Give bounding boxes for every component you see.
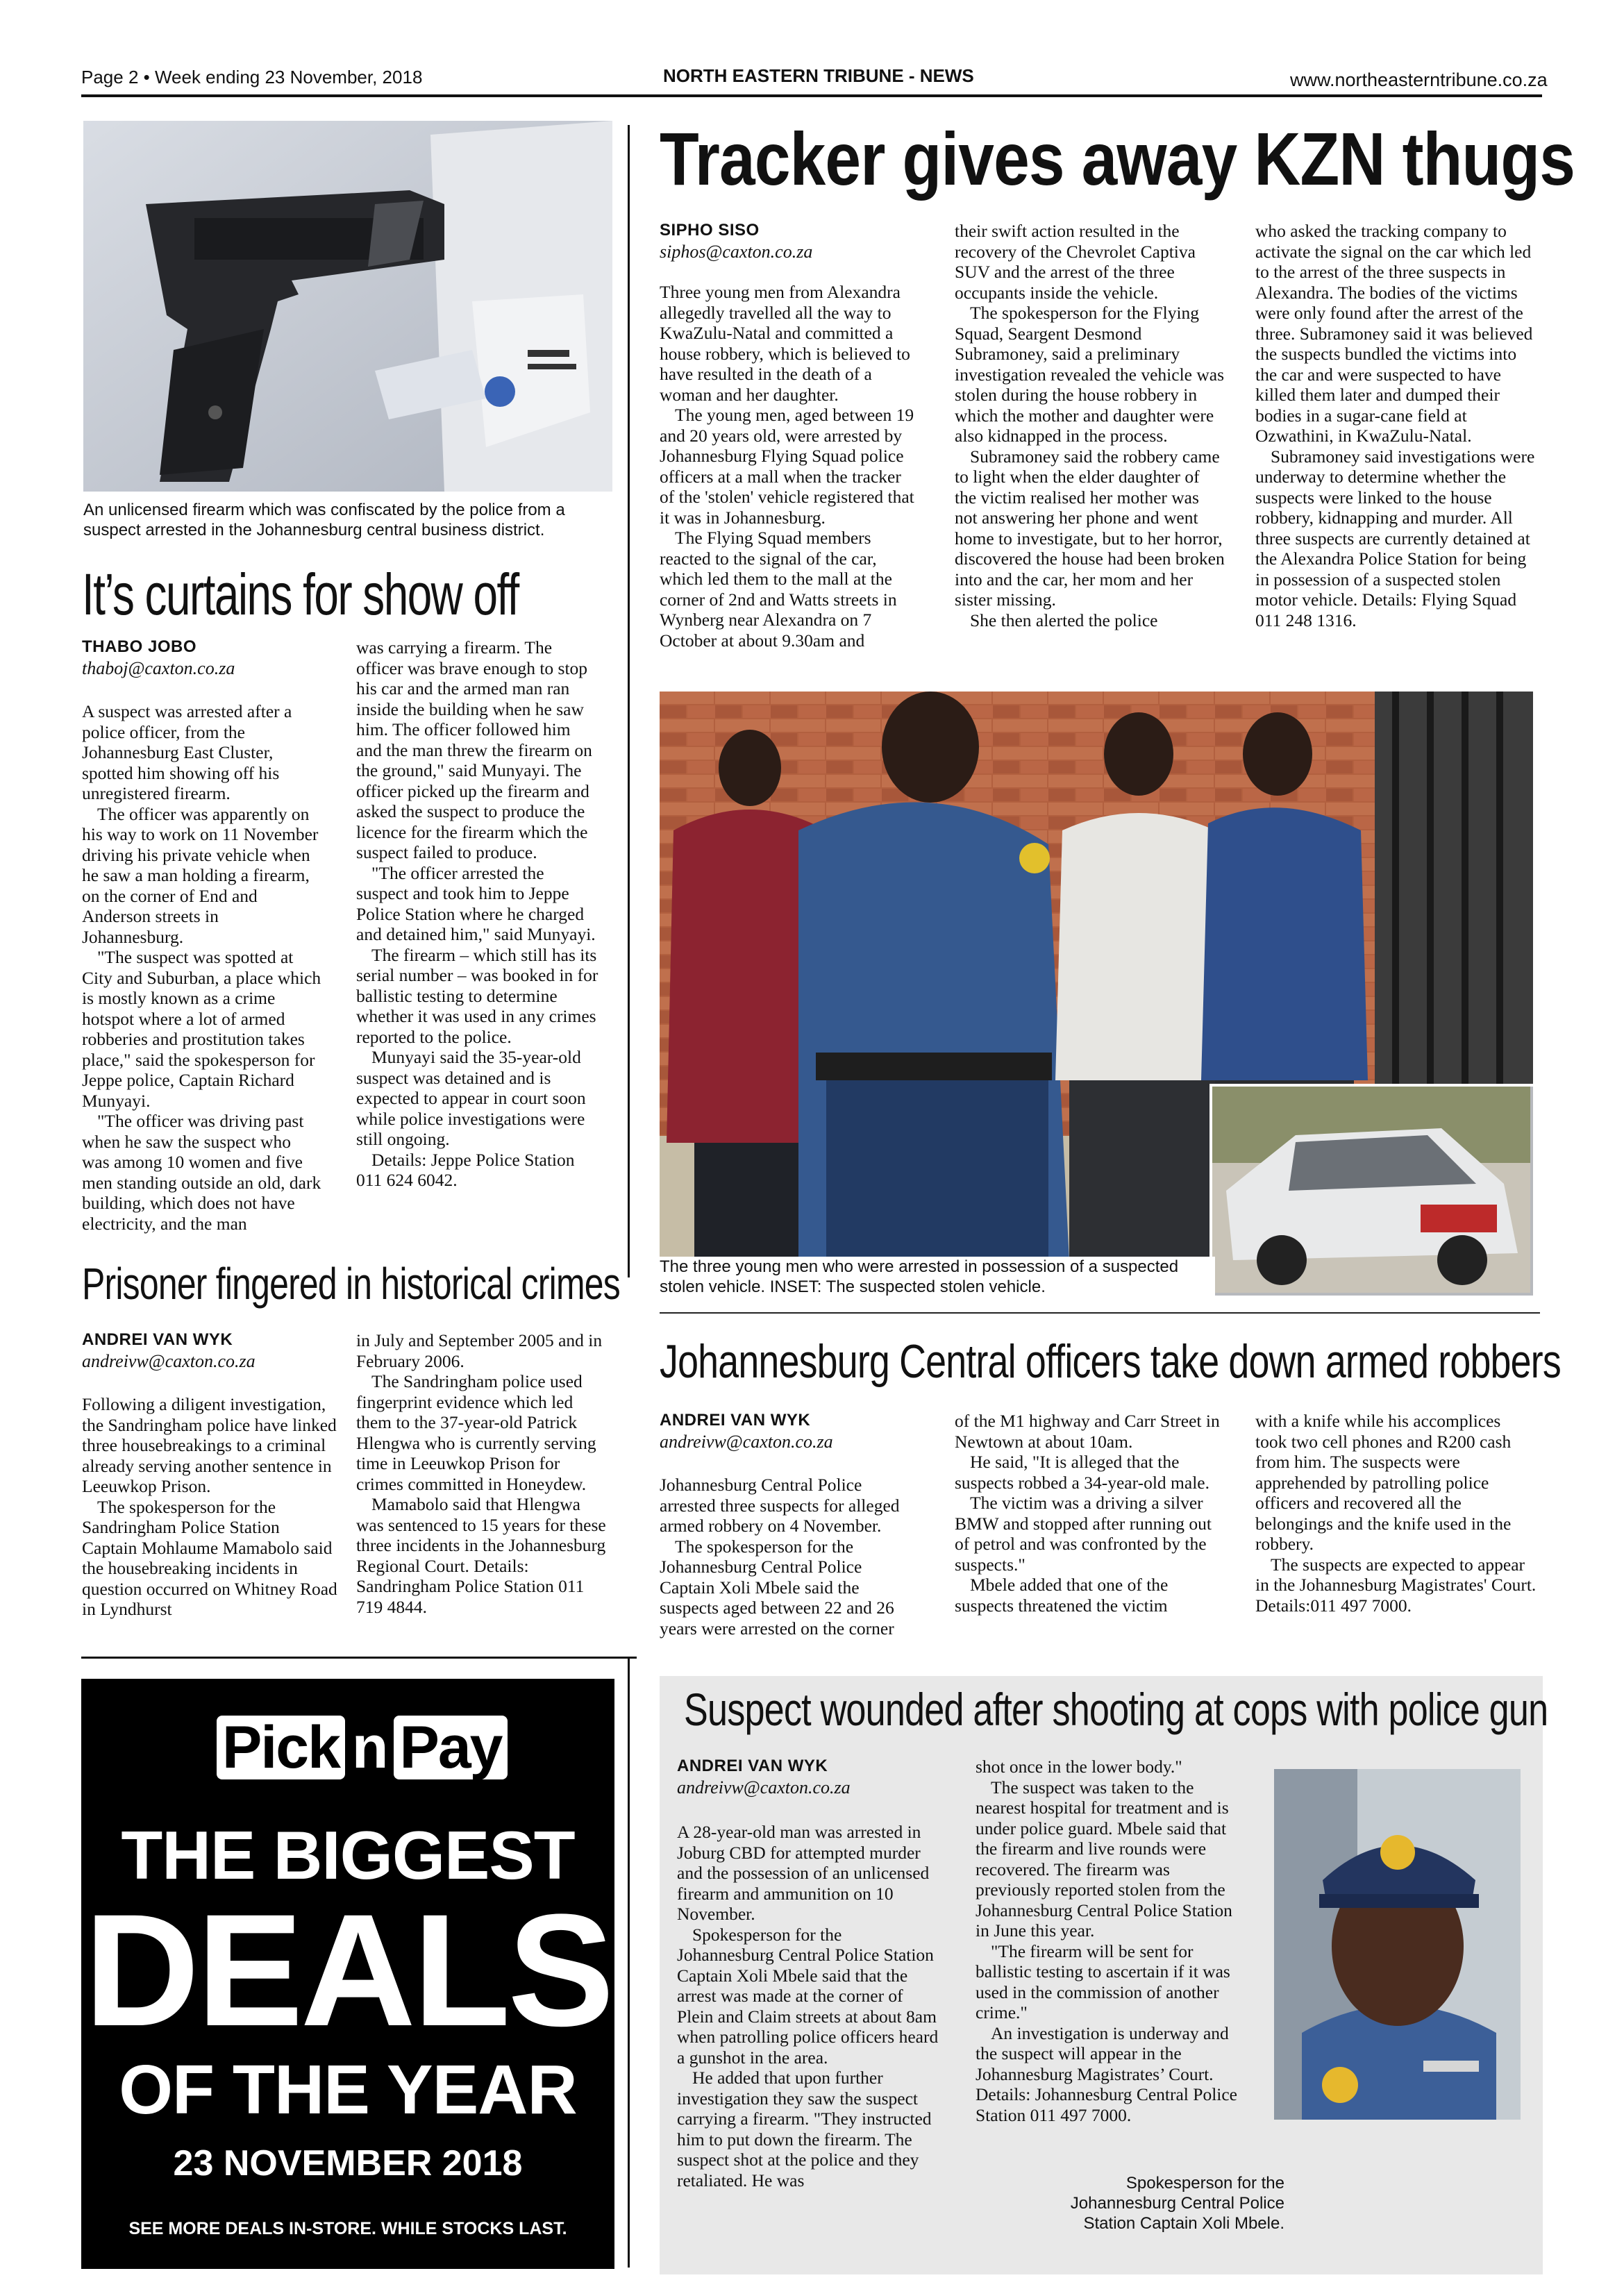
paragraph: The spokesperson for the Johannesburg Central Police Captain Xoli Mbele said the suspects aged between 22 and 26 years were arrested on the corner [660, 1536, 894, 1639]
inset-car-photo [1209, 1084, 1533, 1296]
paragraph: Subramoney said the robbery came to light when the elder daughter of the victim realised her mother was not answering her phone and went home to investigate, but to her horror, discovered the house had been broken into and the car, her mom and her sister missing. [955, 446, 1225, 610]
byline-sipho: SIPHO SISO [660, 221, 760, 240]
curtains-column-1 [82, 701, 321, 1234]
paragraph: their swift action resulted in the recovery of the Chevrolet Captiva SUV and the arrest of the three occupants inside the vehicle. [955, 221, 1196, 303]
ad-line-biggest: THE BIGGEST [121, 1817, 575, 1893]
byline-thabo: THABO JOBO [82, 637, 197, 656]
paragraph: The officer was apparently on his way to work on 11 November driving his private vehicle when he saw a man holding a firearm, on the corner of End and Anderson streets in Johannesburg. [82, 803, 319, 947]
logo-n: n [351, 1714, 387, 1781]
section-title: NORTH EASTERN TRIBUNE - NEWS [663, 65, 974, 86]
headline-shooting: Suspect wounded after shooting at cops with police gun [684, 1684, 1548, 1735]
paragraph: The Sandringham police used fingerprint evidence which led them to the 37-year-old Patrick Hlengwa who is currently serving time in Leeuwkop Prison for crimes committed in Honeydew. [356, 1371, 596, 1494]
headline-tracker: Tracker gives away KZN thugs [660, 117, 1575, 201]
paragraph: The spokesperson for the Sandringham Police Station Captain Mohlaume Mamabolo said the housebreaking incidents in question occurred on Whitney Road in Lyndhurst [82, 1496, 337, 1619]
email-thabo[interactable]: thaboj@caxton.co.za [82, 658, 235, 678]
ad-line-year: OF THE YEAR [119, 2051, 577, 2129]
tracker-column-3 [1255, 221, 1537, 630]
paragraph: Three young men from Alexandra allegedly travelled all the way to KwaZulu-Natal and committed a house robbery, which is believed to have resulted in the death of a woman and her daughter. [660, 282, 910, 405]
paragraph: The Flying Squad members reacted to the signal of the car, which led them to the mall at the corner of 2nd and Watts streets in Wynberg near Alexandra on 7 October at about 9.30am and [660, 528, 897, 651]
byline-andrei-prisoner: ANDREI VAN WYK [82, 1330, 233, 1349]
paragraph: The spokesperson for the Flying Squad, Seargent Desmond Subramoney, said a preliminary investigation revealed the vehicle was stolen during the house robbery in which the mother and daughter were also kidnapped in the process. [955, 303, 1225, 446]
pick-n-pay-ad[interactable] [81, 1679, 614, 2269]
paragraph: "The officer arrested the suspect and took him to Jeppe Police Station where he charged and detained him," said Munyayi. [356, 862, 596, 944]
paragraph: A suspect was arrested after a police officer, from the Johannesburg East Cluster, spotted him showing off his unregistered firearm. [82, 701, 292, 803]
paragraph: A 28-year-old man was arrested in Joburg CBD for attempted murder and the possession of an unlicensed firearm and ammunition on 10 November. [677, 1822, 930, 1924]
paragraph: Johannesburg Central Police arrested three suspects for alleged armed robbery on 4 November. [660, 1475, 900, 1536]
paragraph: He added that upon further investigation they saw the suspect carrying a firearm. "They instructed him to put down the firearm. The suspect shot at the police and they retaliated. He was [677, 2068, 932, 2190]
tracker-column-1 [660, 282, 916, 651]
website-url[interactable]: www.northeasterntribune.co.za [1290, 69, 1548, 90]
column-divider [628, 125, 630, 1277]
paragraph: The victim was a driving a silver BMW and stopped after running out of petrol and was confronted by the suspects." [955, 1493, 1212, 1575]
paragraph: The firearm – which still has its serial number – was booked in for ballistic testing to determine whether it was used in any crimes reported to the police. [356, 944, 598, 1047]
headline-robbers: Johannesburg Central officers take down armed robbers [660, 1335, 1561, 1388]
shooting-column-1 [677, 1822, 941, 2190]
suspects-photo [660, 692, 1533, 1296]
ad-footer: SEE MORE DEALS IN-STORE. WHILE STOCKS LAST. [128, 2219, 567, 2238]
paragraph: shot once in the lower body." [976, 1757, 1182, 1777]
mbele-photo-caption: Spokesperson for the Johannesburg Central Police Station Captain Xoli Mbele. [1070, 2174, 1284, 2233]
paragraph: She then alerted the police [970, 610, 1158, 630]
section-rule [660, 1312, 1540, 1314]
paragraph: "The firearm will be sent for ballistic testing to ascertain if it was used in the commission of another crime." [976, 1941, 1230, 2022]
suspects-photo-caption: The three young men who were arrested in possession of a suspected stolen vehicle. INSET: The suspected stolen vehicle. [660, 1257, 1215, 1297]
header-rule [81, 94, 1542, 97]
mbele-photo [1274, 1769, 1521, 2120]
email-andrei-prisoner[interactable]: andreivw@caxton.co.za [82, 1351, 256, 1371]
shooting-column-2 [976, 1757, 1243, 2125]
email-andrei-shooting[interactable]: andreivw@caxton.co.za [677, 1777, 851, 1798]
byline-andrei-robbers: ANDREI VAN WYK [660, 1411, 811, 1430]
robbers-column-2 [955, 1411, 1229, 1616]
paragraph: He said, "It is alleged that the suspects robbed a 34-year-old male. [955, 1452, 1209, 1493]
firearm-photo-caption: An unlicensed firearm which was confiscated by the police from a suspect arrested in the Johannesburg central business district. [83, 501, 565, 539]
robbers-column-1 [660, 1475, 920, 1639]
paragraph: Following a diligent investigation, the Sandringham police have linked three housebreakings to a criminal already serving another sentence in Leeuwkop Prison. [82, 1394, 337, 1496]
logo-pay: Pay [394, 1716, 507, 1779]
logo-pick: Pick [217, 1716, 345, 1779]
paragraph: in July and September 2005 and in February 2006. [356, 1330, 603, 1371]
email-andrei-robbers[interactable]: andreivw@caxton.co.za [660, 1432, 833, 1452]
paragraph: Munyayi said the 35-year-old suspect was detained and is expected to appear in court soon while police investigations were still ongoing. [356, 1047, 586, 1149]
paragraph: Details: Jeppe Police Station 011 624 6042. [356, 1149, 575, 1190]
paragraph: Subramoney said investigations were underway to determine whether the suspects were linked to the house robbery, kidnapping and murder. All three suspects are currently detained at the Alexandra Police Station for being in possession of a suspected stolen motor vehicle. Details: Flying Squad 011 248 1316. [1255, 446, 1535, 630]
pick-n-pay-logo [217, 1713, 508, 1783]
tracker-column-2 [955, 221, 1225, 630]
ad-line-deals: DEALS [84, 1881, 612, 2059]
headline-curtains: It’s curtains for show off [82, 562, 519, 627]
paragraph: Mbele added that one of the suspects threatened the victim [955, 1575, 1169, 1616]
paragraph: with a knife while his accomplices took two cell phones and R200 cash from him. The suspects were apprehended by patrolling police officers and recovered all the belongings and the knife used in the robbery. [1255, 1411, 1512, 1554]
prisoner-column-1 [82, 1394, 339, 1620]
paragraph: was carrying a firearm. The officer was brave enough to stop his car and the armed man ran inside the building when he saw him. The officer followed him and the man threw the firearm on the ground," said Munyayi. The officer picked up the firearm and asked the suspect to produce the licence for the firearm which the suspect failed to produce. [356, 637, 592, 862]
ad-date: 23 NOVEMBER 2018 [173, 2143, 523, 2184]
paragraph: The young men, aged between 19 and 20 years old, were arrested by Johannesburg Flying Squad police officers at a mall when the tracker of the 'stolen' vehicle registered that it was in Johannesburg. [660, 405, 914, 528]
paragraph: Mamabolo said that Hlengwa was sentenced to 15 years for these three incidents in the Johannesburg Regional Court. Details: Sandringham Police Station 011 719 4844. [356, 1494, 606, 1617]
paragraph: "The officer was driving past when he saw the suspect who was among 10 women and five men standing outside an old, dark building, which does not have electricity, and the man [82, 1111, 321, 1234]
robbers-column-3 [1255, 1411, 1537, 1616]
page-info: Page 2 • Week ending 23 November, 2018 [81, 67, 423, 87]
paragraph: The suspect was taken to the nearest hospital for treatment and is under police guard. Mbele said that the firearm and live rounds were recovered. The firearm was previously reported stolen from the Johannesburg Central Police Station in June this year. [976, 1777, 1232, 1941]
ad-top-rule [81, 1657, 637, 1659]
paragraph: of the M1 highway and Carr Street in Newtown at about 10am. [955, 1411, 1220, 1452]
firearm-photo [83, 121, 612, 492]
email-sipho[interactable]: siphos@caxton.co.za [660, 242, 813, 262]
paragraph: An investigation is underway and the suspect will appear in the Johannesburg Magistrates’ Court. Details: Johannesburg Central Police Station 011 497 7000. [976, 2022, 1237, 2125]
headline-prisoner: Prisoner fingered in historical crimes [82, 1259, 620, 1309]
byline-andrei-shooting: ANDREI VAN WYK [677, 1757, 828, 1775]
curtains-column-2 [356, 637, 599, 1191]
paragraph: The suspects are expected to appear in the Johannesburg Magistrates' Court. Details:011 497 7000. [1255, 1554, 1537, 1616]
paragraph: who asked the tracking company to activate the signal on the car which led to the arrest of the three suspects in Alexandra. The bodies of the victims were only found after the arrest of the three. Subramoney said it was believed the suspects bundled the victims into the car and were suspected to have killed them later and dumped their bodies in a sugar-cane field at Ozwathini, in KwaZulu-Natal. [1255, 221, 1533, 446]
paragraph: "The suspect was spotted at City and Suburban, a place which is mostly known as a crime hotspot where a lot of armed robberies and prostitution takes place," said the spokesperson for Jeppe police, Captain Richard Munyayi. [82, 947, 321, 1111]
ad-divider [628, 1657, 630, 2268]
paragraph: Spokesperson for the Johannesburg Central Police Station Captain Xoli Mbele said that the arrest was made at the corner of Plein and Claim streets at about 8am when patrolling police officers heard a gunshot in the area. [677, 1924, 939, 2068]
prisoner-column-2 [356, 1330, 610, 1617]
